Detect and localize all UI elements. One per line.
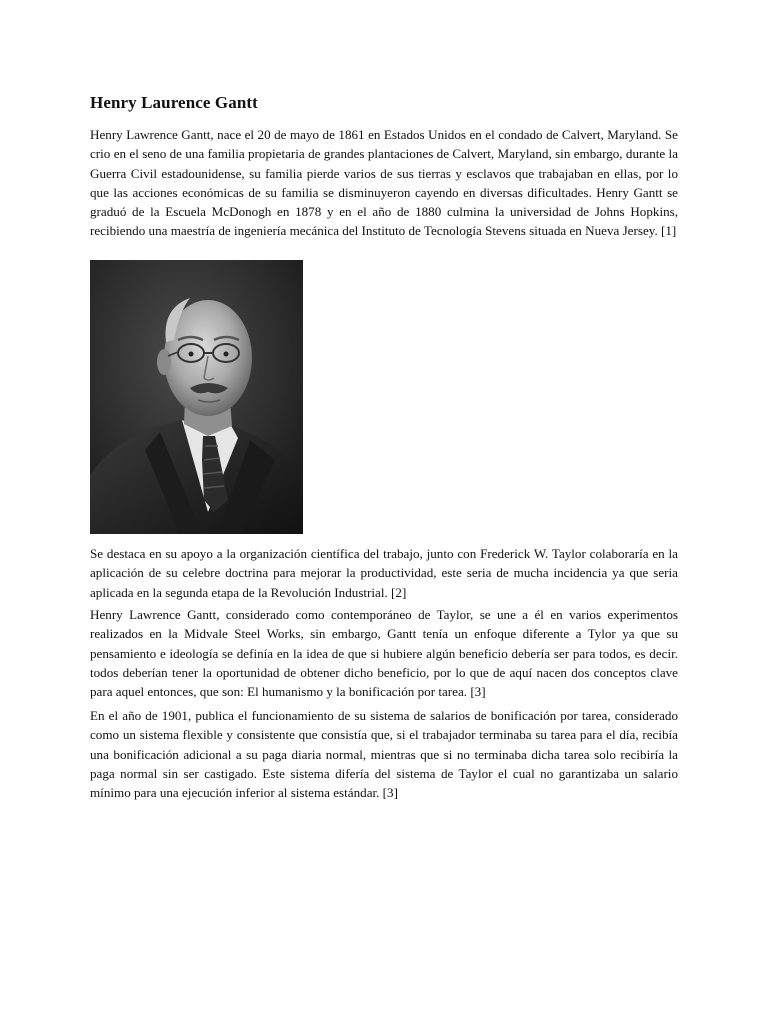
- page-title: Henry Laurence Gantt: [90, 93, 258, 112]
- paragraph-bonus-system: En el año de 1901, publica el funcionamiento de su sistema de salarios de bonificación por tarea, considerado como un sistema flexible y consistente que consistía que, si el trabajador terminaba su tarea para el día, recibía una bonificación adicional a su paga diaria normal, mientras que si no terminaba dicha tarea solo recibiría la paga normal sin ser castigado. Este sistema difería del sistema de Taylor el cual no garantizaba un salario mínimo para una ejecución inferior al sistema estándar. [3]: [90, 708, 678, 801]
- paragraph-biography: Henry Lawrence Gantt, nace el 20 de mayo de 1861 en Estados Unidos en el condado de Calvert, Maryland. Se crio en el seno de una familia propietaria de grandes plantaciones de Calvert, Maryland, sin embargo, durante la Guerra Civil estadounidense, su familia pierde varios de sus tierras y esclavos que trabajaban en ellas, por lo que las acciones económicas de su familia se disminuyeron cayendo en diversas dificultades. Henry Gantt se graduó de la Escuela McDonogh en 1878 y en el año de 1880 culmina la universidad de Johns Hopkins, recibiendo una maestría de ingeniería mecánica del Instituto de Tecnología Stevens situada en Nueva Jersey. [1]: [90, 127, 678, 239]
- paragraph-midvale-experiments: Henry Lawrence Gantt, considerado como contemporáneo de Taylor, se une a él en varios experimentos realizados en la Midvale Steel Works, sin embargo, Gantt tenía un enfoque diferente a Tylor ya que su pensamiento e ideología se definía en la idea de que si hubiere algún beneficio debería ser para todos, es decir. todos deberían tener la oportunidad de obtener dicho beneficio, por lo que de aquí nacen dos conceptos clave para aquel entonces, que son: El humanismo y la bonificación por tarea. [3]: [90, 607, 678, 700]
- portrait-photo: [90, 260, 303, 534]
- paragraph-scientific-management: Se destaca en su apoyo a la organización científica del trabajo, junto con Frederick W. Taylor colaboraría en la aplicación de su celebre doctrina para mejorar la productividad, este seria de mucha incidencia ya que seria aplicada en la segunda etapa de la Revolución Industrial. [2]: [90, 546, 678, 600]
